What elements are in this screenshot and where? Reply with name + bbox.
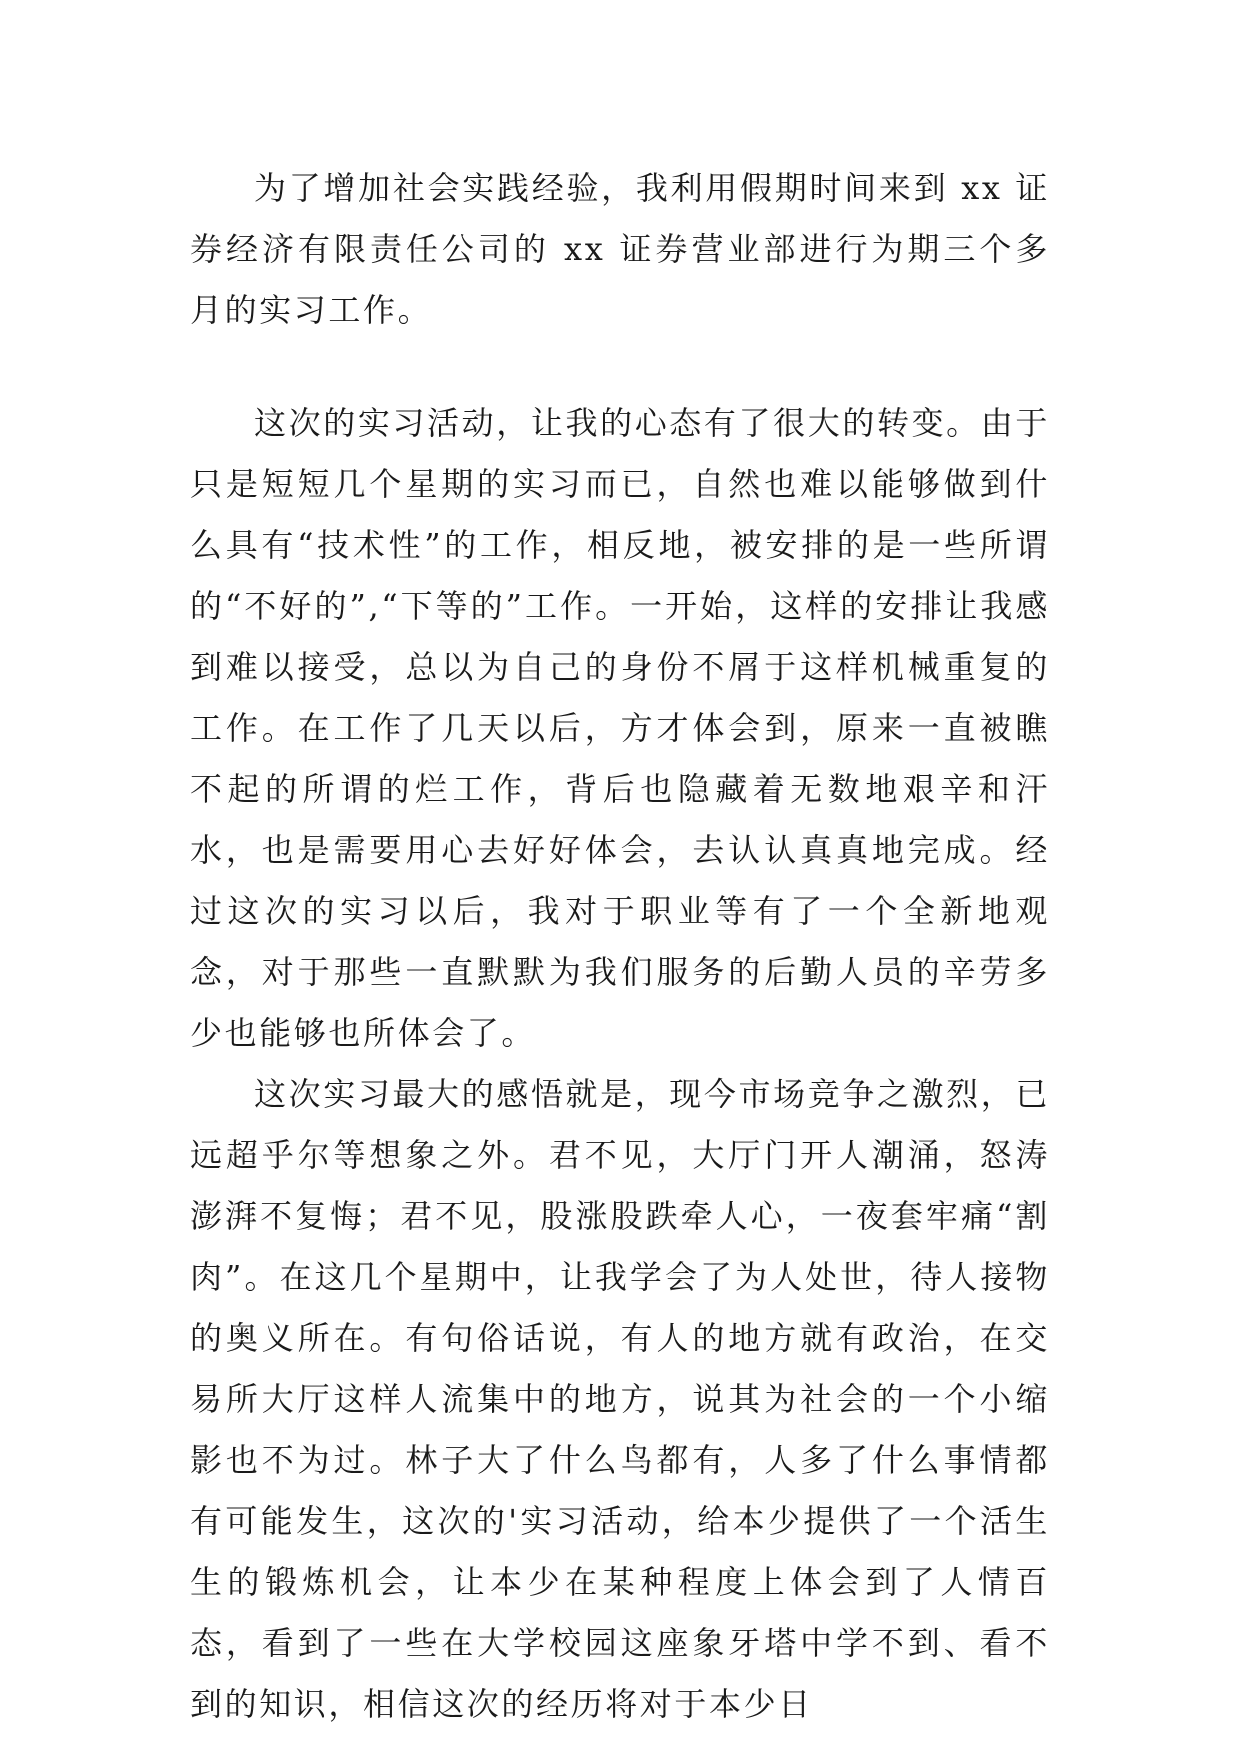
paragraph-1: 为了增加社会实践经验，我利用假期时间来到 xx 证券经济有限责任公司的 xx 证券营业部进行为期三个多月的实习工作。 <box>190 169 1050 329</box>
paragraph-3: 这次实习最大的感悟就是，现今市场竞争之激烈，已远超乎尔等想象之外。君不见，大厅门开人潮涌，怒涛澎湃不复悔；君不见，股涨股跌牵人心，一夜套牢痛“割肉”。在这几个星期中，让我学会了为人处世，待人接物的奥义所在。有句俗话说，有人的地方就有政治，在交易所大厅这样人流集中的地方，说其为社会的一个小缩影也不为过。林子大了什么鸟都有，人多了什么事情都有可能发生，这次的'实习活动，给本少提供了一个活生生的锻炼机会，让本少在某种程度上体会到了人情百态，看到了一些在大学校园这座象牙塔中学不到、看不到的知识，相信这次的经历将对于本少日 <box>190 1075 1050 1723</box>
paragraph-2: 这次的实习活动，让我的心态有了很大的转变。由于只是短短几个星期的实习而已，自然也难以能够做到什么具有“技术性”的工作，相反地，被安排的是一些所谓的“不好的”,“下等的”工作。一开始，这样的安排让我感到难以接受，总以为自己的身份不屑于这样机械重复的工作。在工作了几天以后，方才体会到，原来一直被瞧不起的所谓的烂工作，背后也隐藏着无数地艰辛和汗水，也是需要用心去好好体会，去认认真真地完成。经过这次的实习以后，我对于职业等有了一个全新地观念，对于那些一直默默为我们服务的后勤人员的辛劳多少也能够也所体会了。 <box>190 404 1050 1052</box>
paragraph-block-intro <box>190 158 1050 341</box>
paragraph-block-body <box>190 393 1050 1735</box>
